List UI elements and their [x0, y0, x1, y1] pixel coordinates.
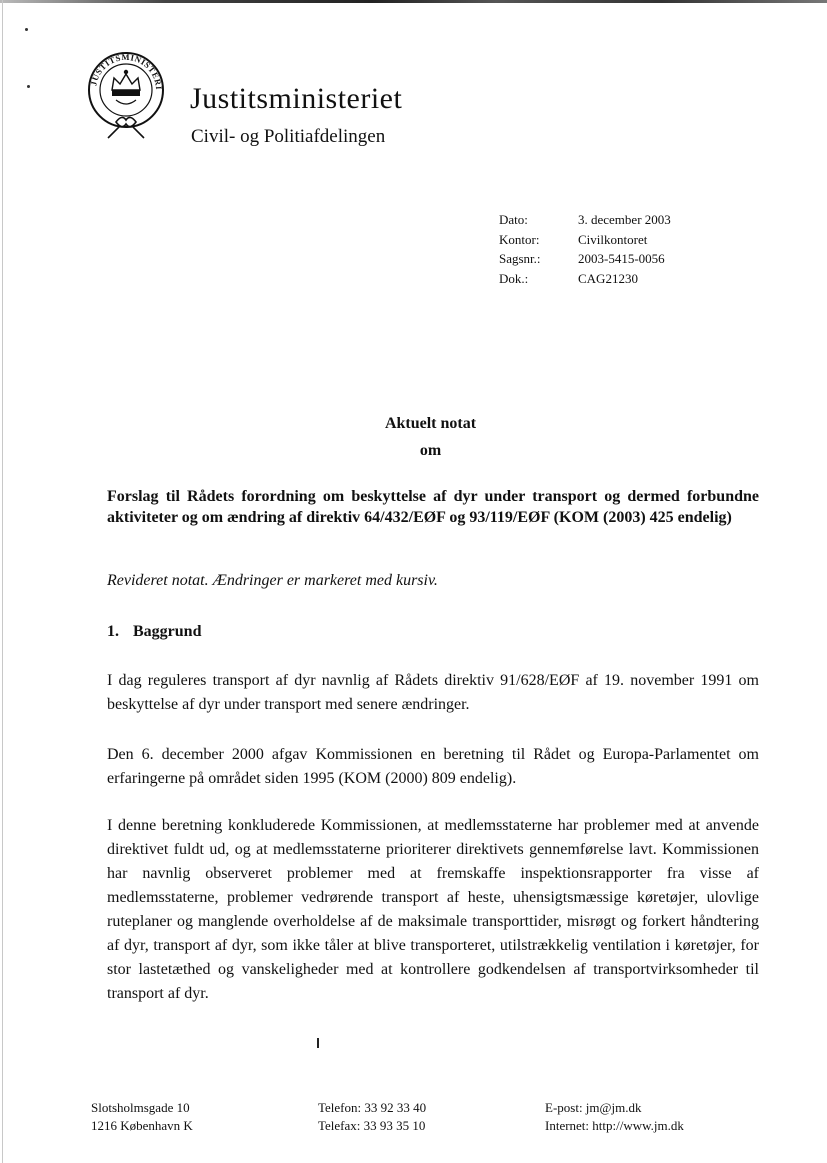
svg-text:JUSTITSMINISTERIET: JUSTITSMINISTERI — [88, 51, 165, 91]
section-number: 1. — [107, 623, 119, 640]
revised-note: Revideret notat. Ændringer er markeret med kursiv. — [107, 572, 438, 589]
meta-label: Dato: — [499, 212, 528, 227]
footer-line: Slotsholmsgade 10 — [91, 1100, 190, 1115]
footer-phone — [318, 1099, 426, 1135]
meta-label: Sagsnr.: — [499, 251, 541, 266]
meta-value: Civilkontoret — [578, 231, 648, 247]
scan-speck — [25, 28, 28, 31]
meta-row-date — [499, 210, 671, 230]
footer-line: Telefon: 33 92 33 40 — [318, 1100, 427, 1115]
section-title: Baggrund — [133, 623, 202, 640]
footer-line: Telefax: 33 93 35 10 — [318, 1118, 426, 1133]
scan-border-top — [0, 0, 827, 3]
footer-line: Internet: http://www.jm.dk — [545, 1118, 684, 1133]
document-title — [0, 410, 827, 464]
meta-row-document — [499, 269, 671, 289]
ministry-seal-logo — [86, 50, 166, 140]
ministry-name: Justitsministeriet — [190, 82, 403, 115]
body-paragraph: I denne beretning konkluderede Kommissionen, at medlemsstaterne har problemer med at anvende direktivet fuldt ud, og at medlemsstaterne prioriterer direktivets gennemførelse lavt. Kommissionen har navnlig observeret problemer med at fremskaffe inspektionsrapporter fra visse af medlemsstaterne, problemer vedrørende transport af heste, uhensigtsmæssige køretøjer, ulovlige ruteplaner og manglende overholdelse af de maksimale transporttider, misrøgt og forkert håndtering af dyr, transport af dyr, som ikke tåler at blive transporteret, utilstrækkelig ventilation i køretøjer, for stor lastetæthed og vanskeligheder med at kontrollere godkendelsen af transportvirksomheder til transport af dyr. — [107, 817, 759, 1002]
scan-mark — [317, 1038, 319, 1048]
meta-value: 2003-5415-0056 — [578, 251, 665, 266]
scan-border-left — [2, 0, 3, 1163]
meta-label: Dok.: — [499, 270, 529, 286]
scan-speck — [27, 85, 30, 88]
body-paragraph: Den 6. december 2000 afgav Kommissionen en beretning til Rådet og Europa-Parlamentet om erfaringerne på området siden 1995 (KOM (2000) 809 endelig). — [107, 746, 759, 787]
meta-value: CAG21230 — [578, 270, 638, 286]
meta-row-case-number — [499, 249, 671, 269]
footer-contact — [545, 1099, 684, 1135]
meta-row-office — [499, 230, 671, 250]
footer-line: E-post: jm@jm.dk — [545, 1100, 642, 1115]
meta-value: 3. december 2003 — [578, 212, 671, 227]
section-heading — [107, 623, 201, 641]
meta-label: Kontor: — [499, 231, 540, 247]
body-paragraph: I dag reguleres transport af dyr navnlig af Rådets direktiv 91/628/EØF af 19. november 1991 om beskyttelse af dyr under transport med senere ændringer. — [107, 672, 759, 713]
title-line: om — [419, 442, 442, 459]
footer-address — [91, 1099, 193, 1135]
footer-line: 1216 København K — [91, 1118, 193, 1133]
title-line: Aktuelt notat — [384, 415, 477, 432]
document-subject: Forslag til Rådets forordning om beskyttelse af dyr under transport og dermed forbundne aktiviteter og om ændring af direktiv 64/432/EØF og 93/119/EØF (KOM (2003) 425 endelig) — [107, 488, 759, 526]
department-name: Civil- og Politiafdelingen — [191, 126, 386, 147]
document-metadata — [499, 210, 671, 288]
